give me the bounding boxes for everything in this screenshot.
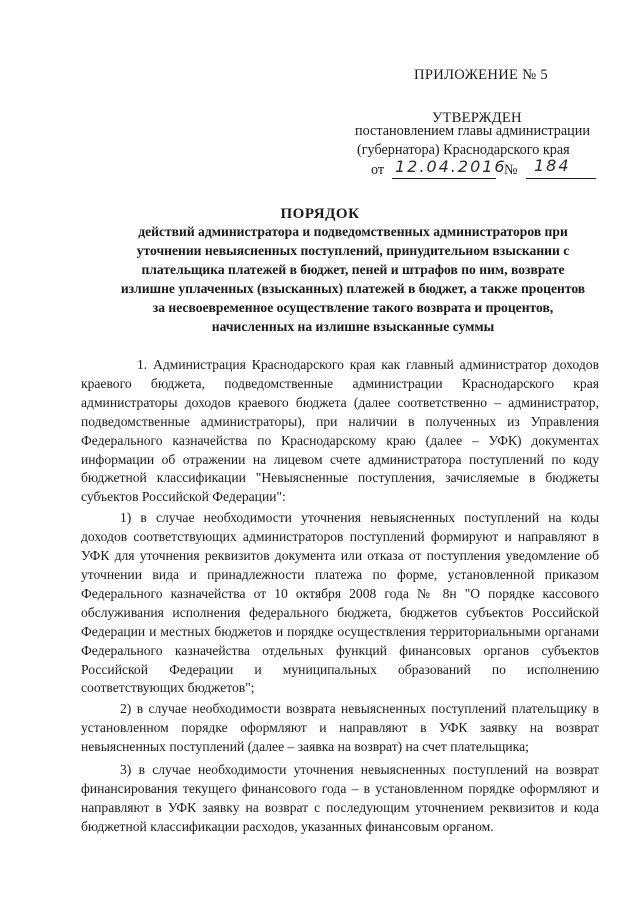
handwritten-date: 12.04.2016 (395, 157, 507, 176)
decree-line-2: (губернатора) Краснодарского края (357, 142, 570, 158)
document-body (81, 356, 599, 839)
date-prefix: от (371, 162, 385, 178)
appendix-label: ПРИЛОЖЕНИЕ № 5 (414, 67, 548, 83)
paragraph-1-item-2: 2) в случае необходимости возврата невыясненных поступлений плательщику в установленном порядке оформляют и направляют в УФК заявку на возврат невыясненных поступлений (далее – заявка на возврат) на счет плательщика; (81, 701, 599, 755)
date-underline (392, 178, 496, 179)
approved-label: УТВЕРЖДЕН (432, 110, 522, 126)
paragraph-1: 1. Администрация Краснодарского края как главный администратор доходов краевого бюджета, подведомственные администрации Краснодарского края администраторы доходов краевого бюджета (далее соответственно – администратор, подведомственные администраторы), при наличии в полученных из Управления Федерального казначейства по Краснодарскому краю (далее – УФК) документах информации об отражении на лицевом счете администратора поступлений по коду бюджетной классификации "Невыясненные поступления, зачисляемые в бюджеты субъектов Российской Федерации": (81, 357, 599, 505)
handwritten-number: 184 (534, 156, 571, 175)
decree-line-1: постановлением главы администрации (355, 123, 590, 139)
document-subtitle: действий администратора и подведомственных администраторов при уточнении невыясненных поступлений, принудительном взыскании с плательщика платежей в бюджет, пеней и штрафов по ним, возврате излишне уплаченных (взысканных) платежей в бюджет, а также процентов за несвоевременное осуществление такого возврата и процентов, начисленных на излишне взысканные суммы (120, 224, 586, 334)
paragraph-1-item-1: 1) в случае необходимости уточнения невыясненных поступлений на коды доходов соответствующих администраторов поступлений формируют и направляют в УФК для уточнения реквизитов документа или отказа от поступления уведомление об уточнении вида и принадлежности платежа по форме, установленной приказом Федерального казначейства от 10 октября 2008 года № 8н "О порядке кассового обслуживания исполнения федерального бюджета, бюджетов субъектов Российской Федерации и местных бюджетов и порядке осуществления территориальными органами Федерального казначейства отдельных функций финансовых органов субъектов Российской Федерации и муниципальных образований по исполнению соответствующих бюджетов"; (81, 510, 599, 696)
paragraph-1-item-3: 3) в случае необходимости уточнения невыясненных поступлений на возврат финансирования текущего финансового года – в установленном порядке оформляют и направляют в УФК заявку на возврат с последующим уточнением реквизитов и кода бюджетной классификации расходов, указанных финансовым органом. (81, 762, 599, 834)
date-number-line (371, 156, 596, 182)
number-prefix: № (504, 162, 518, 178)
number-underline (526, 178, 596, 179)
document-title: ПОРЯДОК (280, 206, 360, 222)
